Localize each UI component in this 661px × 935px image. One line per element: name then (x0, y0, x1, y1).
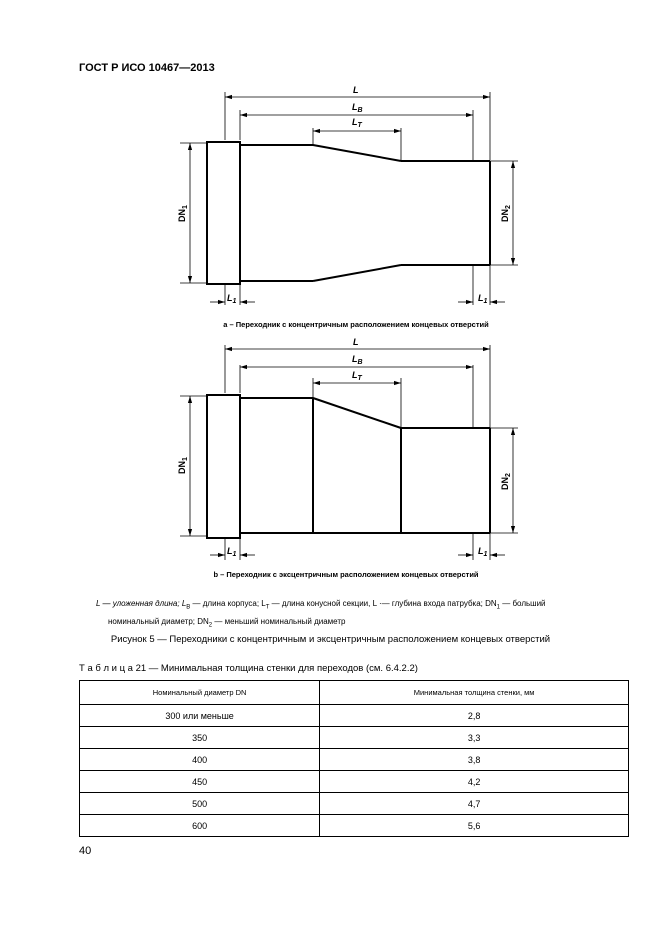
cell-thickness: 4,7 (320, 793, 629, 815)
caption-a: а – Переходник с концентричным расположением концевых отверстий (223, 320, 489, 329)
cell-dn: 600 (80, 815, 320, 837)
dim-label-l1-left: $L_1$ (227, 293, 237, 305)
table-row (80, 793, 629, 815)
table-row (80, 727, 629, 749)
cell-thickness: 2,8 (320, 705, 629, 727)
drawing-b-eccentric (180, 345, 518, 560)
dim-label-lb-b: $L_B$ (352, 354, 363, 366)
cell-thickness: 5,6 (320, 815, 629, 837)
dim-label-dn1-b: $DN_1$ (177, 457, 189, 474)
figure-title: Рисунок 5 — Переходники с концентричным и эксцентричным расположением концевых отверстий (110, 634, 551, 645)
cell-dn: 300 или меньше (80, 705, 320, 727)
cell-thickness: 4,2 (320, 771, 629, 793)
page-number: 40 (79, 845, 92, 857)
dim-label-l: L (353, 85, 359, 95)
wall-thickness-table (79, 680, 629, 837)
table-caption: Т а б л и ц а 21 — Минимальная толщина стенки для переходов (см. 6.4.2.2) (79, 663, 418, 674)
document-header: ГОСТ Р ИСО 10467—2013 (79, 62, 215, 74)
dim-label-l1-right: $L_1$ (478, 293, 488, 305)
cell-dn: 450 (80, 771, 320, 793)
table-row (80, 749, 629, 771)
cell-thickness: 3,8 (320, 749, 629, 771)
dim-label-dn2-b: $DN_2$ (500, 473, 512, 490)
caption-b: b – Переходник с эксцентричным расположением концевых отверстий (213, 570, 479, 579)
dim-label-dn1: $DN_1$ (177, 205, 189, 222)
drawing-b-labels (177, 337, 512, 579)
dim-label-l-b: L (353, 337, 359, 347)
dim-label-lt: $L_T$ (352, 117, 362, 129)
table-row (80, 705, 629, 727)
header-nominal-diameter: Номинальный диаметр DN (80, 681, 320, 705)
dim-label-lt-b: $L_T$ (352, 370, 362, 382)
figure-legend (96, 597, 606, 632)
drawing-a-labels (177, 85, 512, 329)
table-row (80, 815, 629, 837)
dim-label-lb: $L_B$ (352, 102, 363, 114)
table-row (80, 771, 629, 793)
dim-label-l1-left-b: $L_1$ (227, 546, 237, 558)
drawing-a-concentric (180, 92, 518, 305)
legend-line-1: L — уложенная длина; $L_B$ — длина корпуса; $L_T$ — длина конусной секции, L ·— глубина входа патрубка; $DN_1$ — больший (96, 599, 546, 611)
cell-dn: 400 (80, 749, 320, 771)
dim-label-dn2: $DN_2$ (500, 205, 512, 222)
cell-thickness: 3,3 (320, 727, 629, 749)
legend-line-2: номинальный диаметр; $DN_2$ — меньший номинальный диаметр (108, 616, 346, 629)
dim-label-l1-right-b: $L_1$ (478, 546, 488, 558)
header-min-wall-thickness: Минимальная толщина стенки, мм (320, 681, 629, 705)
table-header-row (80, 681, 629, 705)
cell-dn: 500 (80, 793, 320, 815)
cell-dn: 350 (80, 727, 320, 749)
